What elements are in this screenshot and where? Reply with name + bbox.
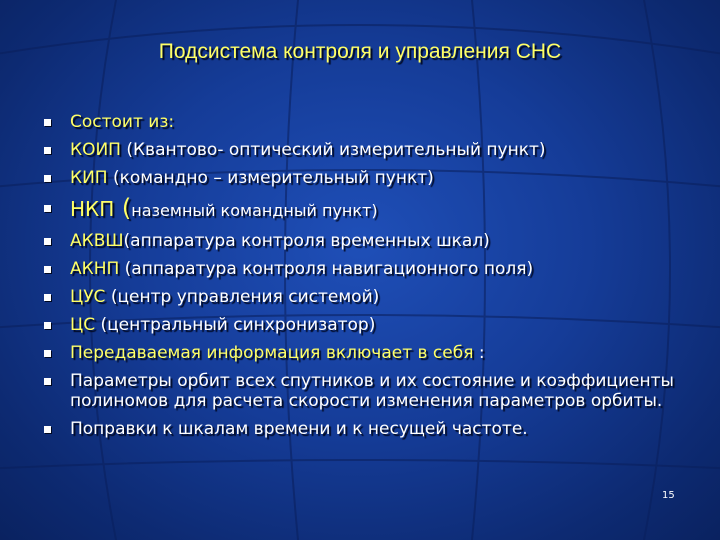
- square-bullet-icon: [44, 378, 51, 385]
- bullet-highlight: АКНП: [70, 259, 120, 279]
- bullet-text: (аппаратура контроля навигационного поля): [119, 259, 534, 279]
- bullet-text: (центральный синхронизатор): [95, 315, 376, 335]
- bullet-highlight: КОИП: [70, 140, 121, 160]
- bullet-text: (аппаратура контроля временных шкал): [123, 231, 490, 251]
- bullet-highlight: НКП: [70, 197, 115, 221]
- bullet-item: [0, 112, 720, 132]
- bullet-text: Параметры орбит всех спутников и их состояние и коэффициенты полиномов для расчета скорости изменения параметров орбиты.: [70, 371, 674, 411]
- bullet-list: [0, 112, 720, 447]
- bullet-text: наземный командный пункт): [131, 201, 378, 220]
- bullet-text: :: [473, 343, 485, 363]
- square-bullet-icon: [44, 294, 51, 301]
- bullet-paren: (: [114, 194, 132, 222]
- square-bullet-icon: [44, 147, 51, 154]
- square-bullet-icon: [44, 322, 51, 329]
- bullet-highlight: ЦУС: [70, 287, 106, 307]
- square-bullet-icon: [44, 238, 51, 245]
- bullet-item: [0, 168, 720, 188]
- square-bullet-icon: [44, 175, 51, 182]
- bullet-text: (центр управления системой): [105, 287, 380, 307]
- square-bullet-icon: [44, 266, 51, 273]
- bullet-item: [0, 315, 720, 335]
- bullet-highlight: Состоит из:: [70, 112, 175, 132]
- bullet-highlight: ЦС: [70, 315, 96, 335]
- bullet-text: (Квантово- оптический измерительный пункт): [120, 140, 546, 160]
- square-bullet-icon: [44, 426, 51, 433]
- bullet-text: Поправки к шкалам времени и к несущей частоте.: [70, 419, 528, 439]
- bullet-highlight: КИП: [70, 168, 108, 188]
- bullet-item: [0, 259, 720, 279]
- bullet-item: [0, 371, 720, 411]
- bullet-text: (командно – измерительный пункт): [107, 168, 434, 188]
- bullet-item: [0, 196, 720, 223]
- bullet-item: [0, 231, 720, 251]
- bullet-highlight: АКВШ: [70, 231, 124, 251]
- square-bullet-icon: [44, 350, 51, 357]
- square-bullet-icon: [44, 119, 51, 126]
- page-number: 15: [662, 490, 675, 501]
- slide-title: Подсистема контроля и управления СНС: [158, 40, 562, 63]
- square-bullet-icon: [44, 205, 51, 212]
- bullet-item: [0, 419, 720, 439]
- bullet-item: [0, 343, 720, 363]
- bullet-highlight: Передаваемая информация включает в себя: [70, 343, 474, 363]
- bullet-item: [0, 287, 720, 307]
- bullet-item: [0, 140, 720, 160]
